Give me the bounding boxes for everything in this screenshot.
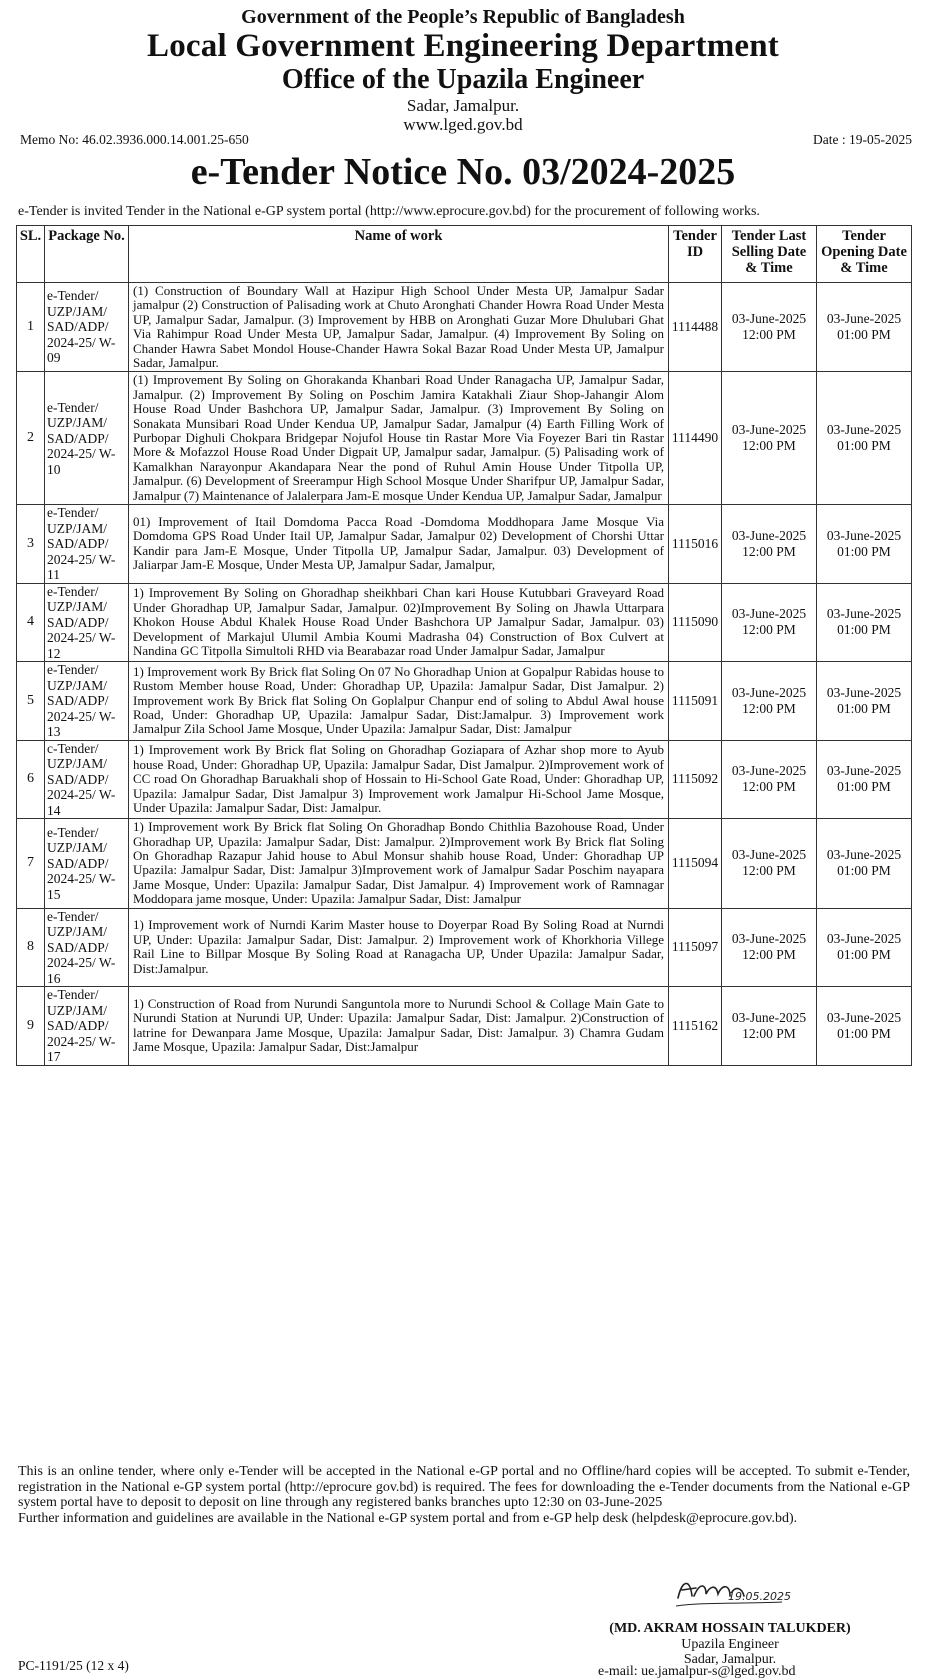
row-package <box>45 662 129 741</box>
row-work <box>129 819 669 908</box>
row-opening-date: 03-June-2025 <box>826 1009 902 1025</box>
row-work-value: 1) Improvement work By Brick flat Soling On Ghoradhap Bondo Chithlia Bazohouse Road, Under Ghoradhap UP, Upazila: Jamalpur Sadar, Dist: Jamalpur. 2)Improvement work By Brick flat Soling On Ghoradhap Razapur Jahid house to Abul Monsur shahib house Road, Under: Ghoradhap UP Upazila: Jamalpur Sadar, Dist: Jamalpur 3)Improvement work of Jamalpur Sadar Poschim nayapara Jame Mosque, Under: Upazila: Jamalpur Sadar, Dist Jamalpur. 4) Improvement work of Ramnagar Moddopara jame mosque, Under: Upazila: Jamalpur Sadar, Dist: Jamalpur <box>133 819 664 907</box>
row-opening <box>817 819 912 908</box>
row-tender-id <box>669 740 722 819</box>
row-tender-id <box>669 819 722 908</box>
signatory-designation: Upazila Engineer <box>681 1637 779 1652</box>
row-sl <box>17 908 45 987</box>
row-selling-time: 12:00 PM <box>742 863 796 879</box>
department-heading: Local Government Engineering Department <box>147 28 779 64</box>
row-package-value: e-Tender/ UZP/JAM/ SAD/ADP/ 2024-25/ W-09 <box>47 288 116 366</box>
row-work <box>129 662 669 741</box>
row-work <box>129 505 669 584</box>
row-selling-date: 03-June-2025 <box>731 527 807 543</box>
row-package-value: c-Tender/ UZP/JAM/ SAD/ADP/ 2024-25/ W-14 <box>47 740 116 818</box>
row-tender-id <box>669 908 722 987</box>
table-row <box>17 740 912 819</box>
row-selling-date: 03-June-2025 <box>731 606 807 622</box>
row-opening-date: 03-June-2025 <box>826 931 902 947</box>
row-opening-date: 03-June-2025 <box>826 847 902 863</box>
row-sl-value: 4 <box>27 614 34 630</box>
row-sl-value: 6 <box>27 771 34 787</box>
row-opening <box>817 583 912 662</box>
row-tender-id-value: 1115097 <box>671 939 719 955</box>
row-opening <box>817 372 912 505</box>
row-selling <box>722 908 817 987</box>
row-sl <box>17 505 45 584</box>
row-package <box>45 583 129 662</box>
svg-text:19.05.2025: 19.05.2025 <box>728 1590 791 1603</box>
row-selling <box>722 819 817 908</box>
row-tender-id-value: 1115094 <box>671 855 719 871</box>
row-selling <box>722 505 817 584</box>
row-tender-id-value: 1115091 <box>671 692 719 708</box>
row-selling-date: 03-June-2025 <box>731 1009 807 1025</box>
row-opening-date: 03-June-2025 <box>826 311 902 327</box>
row-work <box>129 740 669 819</box>
row-selling <box>722 740 817 819</box>
row-opening-time: 01:00 PM <box>837 543 891 559</box>
row-package <box>45 908 129 987</box>
row-selling <box>722 372 817 505</box>
row-package <box>45 505 129 584</box>
row-opening <box>817 505 912 584</box>
table-row <box>17 583 912 662</box>
row-selling-date: 03-June-2025 <box>731 684 807 700</box>
footer-paragraph-2: Further information and guidelines are available in the National e-GP system portal and from e-GP help desk (helpdesk@eprocure.gov.bd). <box>18 1510 798 1526</box>
tender-table <box>16 225 912 1066</box>
row-sl <box>17 662 45 741</box>
table-row <box>17 987 912 1066</box>
row-selling-date: 03-June-2025 <box>731 847 807 863</box>
row-work <box>129 908 669 987</box>
table-body <box>17 283 912 1066</box>
table-row <box>17 908 912 987</box>
row-package-value: e-Tender/ UZP/JAM/ SAD/ADP/ 2024-25/ W-12 <box>47 583 116 661</box>
row-sl-value: 1 <box>27 319 34 335</box>
row-work-value: (1) Construction of Boundary Wall at Hazipur High School Under Mesta UP, Jamalpur Sadar jamalpur (2) Construction of Palisading work at Chuto Aronghati Chander Howra Road Under Mesta UP, Jamalpur Sadar, Jamalpur. (3) Improvement by HBB on Aronghati Guzar More Dhulubari Ghat Via Rahimpur Road Under Mesta UP, Jamalpur Sadar, Jamalpur. (4) Improvement By Soling on Chander Hawra Sabet Mondol House-Chander Hawra Sokal Bazar Road Under Mesta UP, Jamalpur Sadar, Jamalpur. <box>133 283 664 371</box>
row-work-value: 1) Improvement work of Nurndi Karim Master house to Doyerpar Road By Soling Road at Nurndi UP, Under: Upazila: Jamalpur Sadar, Dist: Jamalpur. 2) Improvement work of Khorkhoria Villege Rail Line to Billpar Mosque By Soling Road at Ranagacha UP, Under Upazila: Jamalpur Sadar, Dist:Jamalpur. <box>133 917 664 976</box>
row-package-value: e-Tender/ UZP/JAM/ SAD/ADP/ 2024-25/ W-13 <box>47 662 116 740</box>
row-opening-time: 01:00 PM <box>837 779 891 795</box>
row-selling-time: 12:00 PM <box>742 779 796 795</box>
row-opening <box>817 740 912 819</box>
row-work-value: 1) Improvement work By Brick flat Soling on Ghoradhap Goziapara of Azhar shop more to Ayub house Road, Under: Ghoradhap UP, Upazila: Jamalpur Sadar, Dist Jamalpur. 2)Improvement work of CC road On Ghoradhap Baruakhali shop of Hossain to Hi-School Gate Road, Under: Ghoradhap UP, Upazila: Jamalpur Sadar, Dist Jamalpur 3) Improvement work Jamalpur Hi-School Jame Mosque, Under Upazila: Jamalpur Sadar, Dist: Jamalpur. <box>133 742 664 815</box>
row-package <box>45 987 129 1066</box>
row-work <box>129 987 669 1066</box>
row-tender-id-value: 1114488 <box>671 319 719 335</box>
row-selling-date: 03-June-2025 <box>731 311 807 327</box>
row-package <box>45 819 129 908</box>
row-selling-time: 12:00 PM <box>742 700 796 716</box>
row-work-value: (1) Improvement By Soling on Ghorakanda Khanbari Road Under Ranagacha UP, Jamalpur Sadar, Jamalpur. (2) Improvement By Soling on Poschim Jamira Katakhali Ziaur Shop-Jahangir Alom House Road Under Bashchora UP, Jamalpur Sadar, Jamalpur. (3) Improvement By Soling on Sonakata Munsibari Road Under Kendua UP, Jamalpur Sadar, Jamalpur (4) Earth Filling Work of Purbopar Dighuli Chokpara Bridgepar Nojufol House tin Rastar More Via Foyezer Bari tin Rastar More & Mofazzol House Road Under Digpait UP, Jamalpur sadar, Jamalpur. (5) Palisading work of Kamalkhan Narayonpur Akandapara Near the pond of Ruhul Amin House Under Titpolla UP, Jamalpur. (6) Development of Sreerampur High School Mosque Under Sharifpur UP, Jamalpur Sadar, Jamalpur (7) Maintenance of Jalalerpara Jam-E mosque Under Kendua UP, Jamalpur Sadar, Jamalpur <box>133 372 664 503</box>
row-sl-value: 3 <box>27 535 34 551</box>
row-tender-id <box>669 662 722 741</box>
table-row <box>17 505 912 584</box>
row-selling <box>722 283 817 372</box>
row-opening-time: 01:00 PM <box>837 863 891 879</box>
table-row <box>17 372 912 505</box>
row-package-value: e-Tender/ UZP/JAM/ SAD/ADP/ 2024-25/ W-16 <box>47 908 116 986</box>
row-package <box>45 740 129 819</box>
table-row <box>17 283 912 372</box>
print-code: PC-1191/25 (12 x 4) <box>18 1658 129 1673</box>
handwritten-signature <box>672 1572 792 1612</box>
memo-number: Memo No: 46.02.3936.000.14.001.25-650 <box>20 132 249 147</box>
row-tender-id-value: 1114490 <box>671 430 719 446</box>
row-opening <box>817 662 912 741</box>
row-selling-date: 03-June-2025 <box>731 422 807 438</box>
row-selling <box>722 662 817 741</box>
row-selling-time: 12:00 PM <box>742 1025 796 1041</box>
row-sl <box>17 372 45 505</box>
row-sl-value: 8 <box>27 939 34 955</box>
row-work-value: 01) Improvement of Itail Domdoma Pacca Road -Domdoma Moddhopara Jame Mosque Via Domdoma GPS Road Under Itail UP, Jamalpur Sadar, Jamalpur 02) Development of Chorshi Uttar Kandir para Jam-E Mosque, Under Titpolla UP, Jamalpur Sadar, Jamalpur. 03) Development of Jaliarpar Jam-E Mosque, Under Mesta UP, Jamalpur Sadar, Jamalpur, <box>133 514 664 573</box>
signatory-name: (MD. AKRAM HOSSAIN TALUKDER) <box>609 1621 851 1636</box>
notice-date: Date : 19-05-2025 <box>813 132 912 147</box>
notice-title: e-Tender Notice No. 03/2024-2025 <box>190 151 736 193</box>
row-tender-id <box>669 505 722 584</box>
row-sl <box>17 987 45 1066</box>
header-tender-id: Tender ID <box>669 226 722 283</box>
header-opening: Tender Opening Date & Time <box>817 226 912 283</box>
row-opening-time: 01:00 PM <box>837 622 891 638</box>
row-opening-date: 03-June-2025 <box>826 684 902 700</box>
row-tender-id <box>669 583 722 662</box>
footer-paragraph-1: This is an online tender, where only e-Tender will be accepted in the National e-GP portal and no Offline/hard copies will be accepted. To submit e-Tender, registration in the National e-GP system portal (http://eprocure gov.bd) is required. The fees for downloading the e-Tender documents from the National e-GP system portal have to deposit to deposit on line through any registered banks branches upto 12:30 on 03-June-2025 <box>18 1464 910 1510</box>
row-opening-date: 03-June-2025 <box>826 606 902 622</box>
header-work: Name of work <box>129 226 669 283</box>
table-header-row <box>17 226 912 283</box>
website-link[interactable]: www.lged.gov.bd <box>403 115 523 134</box>
row-sl-value: 7 <box>27 855 34 871</box>
row-opening-date: 03-June-2025 <box>826 763 902 779</box>
row-work <box>129 583 669 662</box>
header-package: Package No. <box>45 226 129 283</box>
row-sl <box>17 283 45 372</box>
government-heading: Government of the People’s Republic of Bangladesh <box>241 6 685 28</box>
header-selling: Tender Last Selling Date & Time <box>722 226 817 283</box>
row-tender-id <box>669 283 722 372</box>
office-address: Sadar, Jamalpur. <box>406 96 520 115</box>
office-address-block <box>0 96 926 134</box>
row-package <box>45 372 129 505</box>
row-package-value: e-Tender/ UZP/JAM/ SAD/ADP/ 2024-25/ W-10 <box>47 399 116 477</box>
row-opening <box>817 908 912 987</box>
row-sl-value: 5 <box>27 692 34 708</box>
row-opening-time: 01:00 PM <box>837 947 891 963</box>
row-tender-id-value: 1115092 <box>671 771 719 787</box>
row-opening-time: 01:00 PM <box>837 327 891 343</box>
footer-notes <box>18 1464 910 1526</box>
signatory-location: Sadar, Jamalpur. <box>683 1652 777 1667</box>
row-selling-time: 12:00 PM <box>742 543 796 559</box>
signatory-email[interactable]: e-mail: ue.jamalpur-s@lged.gov.bd <box>598 1664 796 1679</box>
row-package-value: e-Tender/ UZP/JAM/ SAD/ADP/ 2024-25/ W-11 <box>47 505 116 583</box>
row-opening <box>817 283 912 372</box>
row-tender-id <box>669 987 722 1066</box>
table-row <box>17 819 912 908</box>
row-sl-value: 9 <box>27 1017 34 1033</box>
row-package-value: e-Tender/ UZP/JAM/ SAD/ADP/ 2024-25/ W-17 <box>47 987 116 1065</box>
row-sl-value: 2 <box>27 430 34 446</box>
row-sl <box>17 819 45 908</box>
row-work <box>129 372 669 505</box>
row-opening-time: 01:00 PM <box>837 700 891 716</box>
row-opening <box>817 987 912 1066</box>
row-opening-date: 03-June-2025 <box>826 527 902 543</box>
row-work-value: 1) Improvement work By Brick flat Soling On 07 No Ghoradhap Union at Gopalpur Rabidas house to Rustom Member house Road, Under: Ghoradhap UP, Upazila: Jamalpur Sadar, Dist Jamalpur. 2) Improvement work By Brick flat Soling On Goplalpur Chanpur end of soling to Abdul Awal house Road, Under: Ghoradhap UP, Upazila: Jamalpur Sadar, Dist:Jamalpur. 3) Improvement work Jamalpur Zila School Jame Mosque, Under Upazila: Jamalpur Sadar, Dist: Jamalpur <box>133 663 664 737</box>
row-tender-id-value: 1115016 <box>671 535 719 551</box>
row-tender-id-value: 1115090 <box>671 614 719 630</box>
row-tender-id <box>669 372 722 505</box>
row-selling <box>722 987 817 1066</box>
intro-text: e-Tender is invited Tender in the National e-GP system portal (http://www.eprocure.gov.bd) for the procurement of following works. <box>18 204 760 219</box>
row-selling-time: 12:00 PM <box>742 622 796 638</box>
row-sl <box>17 583 45 662</box>
row-work-value: 1) Improvement By Soling on Ghoradhap sheikhbari Chan kari House Kutubbari Graveyard Road Under Ghoradhap UP, Jamalpur Sadar, Jamalpur. 02)Improvement By Soling on Jhawla Uttarpara Khokon House Abdul Khalek House Road Under Bashchora UP Jamalpur Sadar, Jamalpur. 03) Development of Markajul Ulumil Ambia Koumi Madrasha 04) Construction of Box Culvert at Nandina GC Titpolla Simultoli RHD via Bearabazar road Under Jamalpur Sadar, Jamalpur <box>133 585 664 658</box>
header-sl: SL. <box>17 226 45 283</box>
table-row <box>17 662 912 741</box>
row-package-value: e-Tender/ UZP/JAM/ SAD/ADP/ 2024-25/ W-15 <box>47 824 116 902</box>
row-tender-id-value: 1115162 <box>671 1017 719 1033</box>
row-selling-time: 12:00 PM <box>742 947 796 963</box>
row-selling-time: 12:00 PM <box>742 438 796 454</box>
row-opening-time: 01:00 PM <box>837 1025 891 1041</box>
row-opening-time: 01:00 PM <box>837 438 891 454</box>
row-selling-time: 12:00 PM <box>742 327 796 343</box>
row-work-value: 1) Construction of Road from Nurundi Sanguntola more to Nurundi School & Collage Main Gate to Nurundi Station at Nurundi UP, Under: Upazila: Jamalpur Sadar, Dist: Jamalpur. 2)Construction of latrine for Dewanpara Jame Mosque, Upazila: Jamalpur Sadar, Dist: Jamalpur. 3) Chamra Gudam Jame Mosque, Upazila: Jamalpur Sadar, Dist:Jamalpur <box>133 995 664 1055</box>
row-package <box>45 283 129 372</box>
row-selling <box>722 583 817 662</box>
row-work <box>129 283 669 372</box>
row-opening-date: 03-June-2025 <box>826 422 902 438</box>
row-selling-date: 03-June-2025 <box>731 763 807 779</box>
row-selling-date: 03-June-2025 <box>731 931 807 947</box>
row-sl <box>17 740 45 819</box>
office-heading: Office of the Upazila Engineer <box>281 64 645 95</box>
